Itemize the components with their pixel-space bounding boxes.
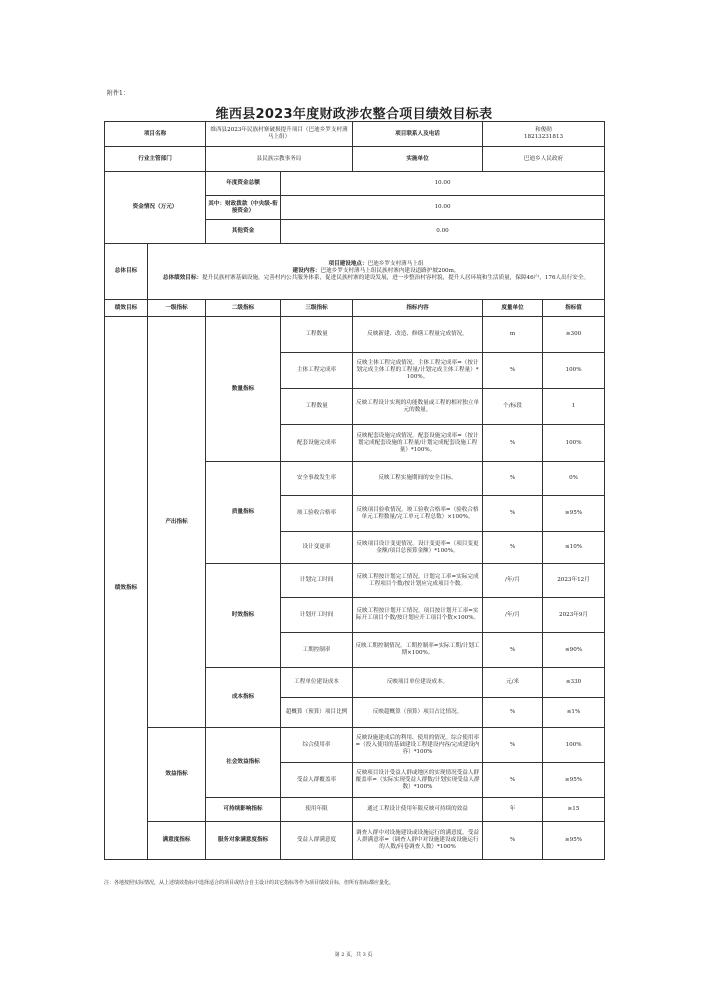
- row-content: 调查人群中对设施建设或设施运行的满意度。受益人群满意率=（调查人群中对设施建设或设施运行的人数/问卷调查人数）*100%: [353, 822, 483, 860]
- row-l3: 工程数量: [281, 389, 353, 425]
- row-unit: 个/标段: [483, 389, 543, 425]
- row-value: ≤330: [543, 668, 605, 698]
- header-level3: 三级指标: [281, 300, 353, 317]
- row-unit: %: [483, 633, 543, 668]
- fiscal-funds-value: 10.00: [281, 196, 605, 220]
- row-unit: %: [483, 698, 543, 728]
- row-unit: m: [483, 317, 543, 353]
- performance-table: [104, 121, 605, 860]
- header-content: 指标内容: [353, 300, 483, 317]
- funding-label: 资金情况（万元）: [105, 172, 206, 244]
- row-content: 反映项目设计受益人群或地区的实现情况受益人群覆盖率=（实际实现受益人群数/计划实现受益人群数）*100%: [353, 763, 483, 798]
- output-indicators-label: 产出指标: [148, 317, 206, 728]
- satisfaction-indicators-label: 满意度指标: [148, 822, 206, 860]
- row-unit: /年/月: [483, 564, 543, 598]
- contact-label: 项目联系人及电话: [353, 122, 483, 147]
- row-unit: 元/米: [483, 668, 543, 698]
- row-content: 反映配套设施完成情况。配套设施完成率=（按计划完成配套设施的工程量/计划完成配套设施工程量）*100%。: [353, 425, 483, 462]
- social-benefit-label: 社会效益指标: [206, 728, 281, 798]
- contact-value: [483, 122, 605, 147]
- header-level1: 一级指标: [148, 300, 206, 317]
- row-unit: %: [483, 822, 543, 860]
- overall-goal-content: [148, 244, 605, 300]
- row-l3: 设计变更率: [281, 532, 353, 564]
- row-value: ≤90%: [543, 633, 605, 668]
- row-unit: %: [483, 496, 543, 532]
- row-unit: %: [483, 353, 543, 389]
- row-value: ≥95%: [543, 822, 605, 860]
- row-content: 通过工程设计使用年限反映可持续的效益: [353, 798, 483, 822]
- other-funds-label: 其他资金: [206, 220, 281, 244]
- page-footer: 第 2 页，共 3 页: [334, 952, 373, 958]
- header-unit: 度量单位: [483, 300, 543, 317]
- row-l3: 计划完工时间: [281, 564, 353, 598]
- row-content: 反映项目设计变更情况。设计变更率=（项目变更金额/项目总预算金额）*100%。: [353, 532, 483, 564]
- total-funds-label: 年度资金总额: [206, 172, 281, 196]
- sustainable-impact-label: 可持续影响指标: [206, 798, 281, 822]
- row-unit: %: [483, 763, 543, 798]
- benefit-indicators-label: 效益指标: [148, 728, 206, 822]
- row-content: 反映工程设计实现的功能数量或工程的相对独立单元的数量。: [353, 389, 483, 425]
- row-content: 反映主体工程完成情况。主体工程完成率=（按计划完成主体工程的工程量/计划完成主体工程量）*100%。: [353, 353, 483, 389]
- row-content: 反映超概算（预算）项目占比情况。: [353, 698, 483, 728]
- row-unit: 年: [483, 798, 543, 822]
- row-unit: /年/月: [483, 598, 543, 633]
- row-value: ≥300: [543, 317, 605, 353]
- content-value: 巴迪乡罗支村薄马上组民族村寨内建设道路护坡200m。: [320, 268, 460, 274]
- row-l3: 安全事故发生率: [281, 462, 353, 496]
- header-level2: 二级指标: [206, 300, 281, 317]
- content-label: 建设内容：: [292, 268, 321, 274]
- row-content: 反映设施建成后的利用、使用的情况。综合使用率=（投入使用的基础建设工程建设内容/完成建设内容）*100%: [353, 728, 483, 763]
- attachment-label: 附件1：: [107, 90, 129, 97]
- dept-label: 行业主管部门: [105, 147, 206, 172]
- row-content: 反映工程按计划完工情况。计划完工率=实际完成工程项目个数/按计划应完成项目个数。: [353, 564, 483, 598]
- row-value: 2023年9月: [543, 598, 605, 633]
- row-content: 反映新建、改造、修缮工程量完成情况。: [353, 317, 483, 353]
- perf-indicators-label: 绩效指标: [105, 317, 148, 860]
- row-value: ≥15: [543, 798, 605, 822]
- project-name-value: 维西县2023年民族村寨破损提升项目（巴迪乡罗支村薄马上组）: [206, 122, 353, 147]
- row-content: 反映工程实施期间的安全目标。: [353, 462, 483, 496]
- quality-indicators-label: 质量指标: [206, 462, 281, 564]
- timeliness-indicators-label: 时效指标: [206, 564, 281, 668]
- row-content: 反映工期控制情况。工期控制率=实际工期/计划工期×100%。: [353, 633, 483, 668]
- row-value: 0%: [543, 462, 605, 496]
- row-l3: 工期控制率: [281, 633, 353, 668]
- row-value: 1: [543, 389, 605, 425]
- row-l3: 计划开工时间: [281, 598, 353, 633]
- quantity-indicators-label: 数量指标: [206, 317, 281, 462]
- location-value: 巴迪乡罗支村薄马上组: [367, 261, 424, 267]
- row-value: ≥95%: [543, 763, 605, 798]
- fiscal-funds-label: 其中：财政拨款（中央级-衔接资金）: [206, 196, 281, 220]
- dept-value: 县民族宗教事务局: [206, 147, 353, 172]
- row-value: ≤1%: [543, 698, 605, 728]
- row-unit: %: [483, 462, 543, 496]
- row-l3: 主体工程完成率: [281, 353, 353, 389]
- row-l3: 工程单位建设成本: [281, 668, 353, 698]
- row-content: 反映工程按计划开工情况。项目按计划开工率=实际开工项目个数/按计划应开工项目个数×100%。: [353, 598, 483, 633]
- row-value: 2023年12月: [543, 564, 605, 598]
- project-name-label: 项目名称: [105, 122, 206, 147]
- header-value: 指标值: [543, 300, 605, 317]
- cost-indicators-label: 成本指标: [206, 668, 281, 728]
- overall-goal-label: 总体目标: [105, 244, 148, 300]
- row-value: 100%: [543, 353, 605, 389]
- page-title: 维西县2023年度财政涉农整合项目绩效目标表: [215, 107, 493, 122]
- total-funds-value: 10.00: [281, 172, 605, 196]
- row-l3: 竣工验收合格率: [281, 496, 353, 532]
- row-l3: 使用年限: [281, 798, 353, 822]
- row-l3: 受益人群覆盖率: [281, 763, 353, 798]
- row-l3: 配套设施完成率: [281, 425, 353, 462]
- row-l3: 综合使用率: [281, 728, 353, 763]
- row-value: 100%: [543, 425, 605, 462]
- row-l3: 受益人群满意度: [281, 822, 353, 860]
- row-l3: 工程数量: [281, 317, 353, 353]
- row-value: 100%: [543, 728, 605, 763]
- service-satisfaction-label: 服务对象满意度指标: [206, 822, 281, 860]
- goal-label: 总体绩效目标：: [162, 275, 203, 281]
- other-funds-value: 0.00: [281, 220, 605, 244]
- row-content: 反映项目验收情况。竣工验收合格率=（验收合格单元工程数量/完工单元工程总数）×100%。: [353, 496, 483, 532]
- row-unit: %: [483, 425, 543, 462]
- footnote: 注：各地按照实际情况，从上述绩效指标中选择适合的项目或结合自主设计的其它指标等作为项目绩效目标，但所有指标都应量化。: [104, 880, 395, 886]
- contact-name: 和俊勋: [535, 127, 552, 133]
- row-value: ≥95%: [543, 496, 605, 532]
- row-unit: %: [483, 728, 543, 763]
- row-value: ≤10%: [543, 532, 605, 564]
- impl-label: 实施单位: [353, 147, 483, 172]
- row-l3: 超概算（预算）项目比例: [281, 698, 353, 728]
- header-perf: 绩效目标: [105, 300, 148, 317]
- row-content: 反映项目单位建设成本。: [353, 668, 483, 698]
- contact-phone: 18213231813: [523, 134, 564, 140]
- goal-value: 提升民族村寨基础设施，完善村内公共服务体系，促进民族村寨的建设发展，进一步整治村容村貌，提升人居环境和生活质量，保障46户，176人出行安全。: [202, 275, 590, 281]
- row-unit: %: [483, 532, 543, 564]
- location-label: 项目建设地点：: [328, 261, 368, 267]
- impl-value: 巴迪乡人民政府: [483, 147, 605, 172]
